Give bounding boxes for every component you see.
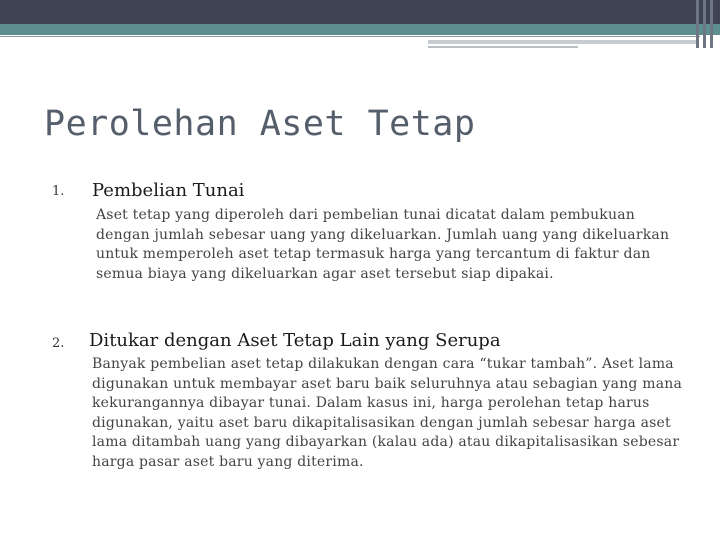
slide-title: Perolehan Aset Tetap <box>44 104 476 144</box>
item-number: 2. <box>52 336 65 351</box>
item-body: Banyak pembelian aset tetap dilakukan dengan cara “tukar tambah”. Aset lama digunakan untuk membayar aset baru baik seluruhnya atau sebagian yang mana kekurangannya dibayar tunai. Dalam kasus ini, harga perolehan tetap harus digunakan, yaitu aset baru dikapitalisasikan dengan jumlah sebesar harga aset lama ditambah uang yang dibayarkan (kalau ada) atau dikapitalisasikan sebesar harga pasar aset baru yang diterima. <box>92 356 683 470</box>
item-number: 1. <box>52 184 65 199</box>
item-body: Aset tetap yang diperoleh dari pembelian tunai dicatat dalam pembukuan dengan jumlah sebesar uang yang dikeluarkan. Jumlah uang yang dikeluarkan untuk memperoleh aset tetap termasuk harga yang tercantum di faktur dan semua biaya yang dikeluarkan agar aset tersebut siap dipakai. <box>96 207 670 282</box>
decorative-line <box>428 40 696 44</box>
decorative-stripes <box>692 0 720 48</box>
decorative-line-short <box>428 46 578 48</box>
header-bar <box>0 0 720 24</box>
item-heading: Pembelian Tunai <box>92 180 245 201</box>
header-accent-band <box>0 24 720 35</box>
item-heading: Ditukar dengan Aset Tetap Lain yang Serupa <box>89 330 501 351</box>
header-divider <box>0 36 700 37</box>
